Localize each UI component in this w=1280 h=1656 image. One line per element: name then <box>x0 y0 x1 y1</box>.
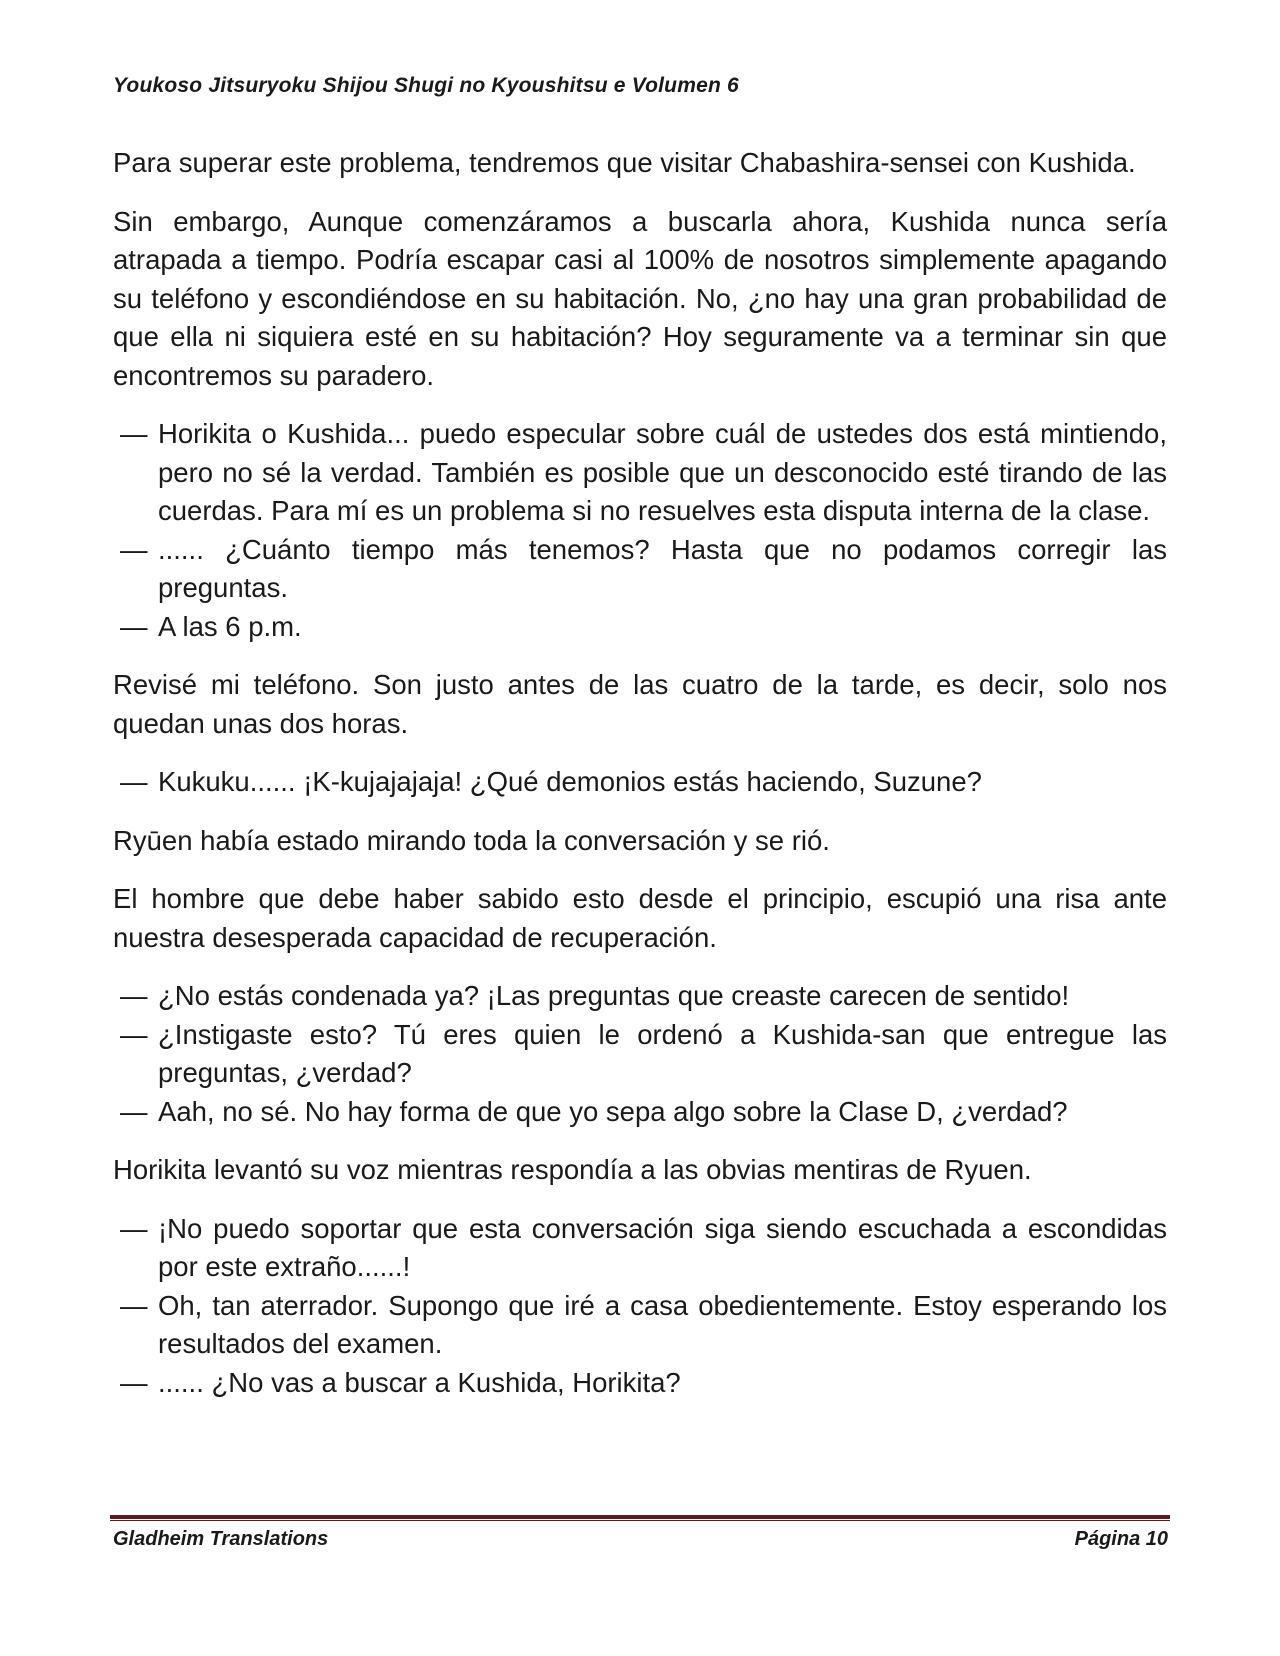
dialogue-text: Kukuku...... ¡K-kujajajaja! ¿Qué demonios estás haciendo, Suzune? <box>158 766 982 797</box>
page-body <box>113 144 1167 1422</box>
dialogue-line <box>113 763 1167 802</box>
dialogue-block <box>113 415 1167 646</box>
dialogue-dash: — <box>120 610 148 642</box>
dialogue-line <box>113 977 1167 1016</box>
dialogue-dash: — <box>120 980 148 1011</box>
dialogue-block <box>113 763 1167 802</box>
dialogue-text: ...... ¿Cuánto tiempo más tenemos? Hasta que no podamos corregir las preguntas. <box>158 533 1167 603</box>
footer-translator: Gladheim Translations <box>113 1528 329 1550</box>
dialogue-line <box>113 415 1167 531</box>
dialogue-text: Aah, no sé. No hay forma de que yo sepa algo sobre la Clase D, ¿verdad? <box>158 1095 1068 1127</box>
dialogue-block <box>113 1210 1167 1403</box>
dialogue-text: ¿No estás condenada ya? ¡Las preguntas que creaste carecen de sentido! <box>158 980 1070 1011</box>
dialogue-dash: — <box>120 1018 148 1050</box>
page-header: Youkoso Jitsuryoku Shijou Shugi no Kyoushitsu e Volumen 6 <box>113 74 739 97</box>
dialogue-line <box>113 531 1167 608</box>
paragraph: Para superar este problema, tendremos que visitar Chabashira-sensei con Kushida. <box>113 147 1136 178</box>
dialogue-line <box>113 1364 1167 1403</box>
dialogue-text: Oh, tan aterrador. Supongo que iré a casa obedientemente. Estoy esperando los resultados del examen. <box>158 1289 1167 1359</box>
footer-page-number: Página 10 <box>1074 1528 1168 1550</box>
dialogue-text: A las 6 p.m. <box>158 610 302 642</box>
dialogue-text: ¡No puedo soportar que esta conversación siga siendo escuchada a escondidas por este extraño......! <box>158 1212 1167 1282</box>
dialogue-dash: — <box>120 533 148 565</box>
dialogue-dash: — <box>120 1212 148 1244</box>
footer-divider <box>110 1515 1170 1521</box>
dialogue-line <box>113 608 1167 647</box>
dialogue-block <box>113 977 1167 1131</box>
dialogue-text: ...... ¿No vas a buscar a Kushida, Horikita? <box>158 1366 681 1398</box>
dialogue-dash: — <box>120 1366 148 1398</box>
dialogue-dash: — <box>120 766 148 797</box>
dialogue-dash: — <box>120 1095 148 1127</box>
paragraph: Ryūen había estado mirando toda la conversación y se rió. <box>113 824 830 856</box>
paragraph: Revisé mi teléfono. Son justo antes de las cuatro de la tarde, es decir, solo nos quedan unas dos horas. <box>113 669 1167 739</box>
dialogue-dash: — <box>120 418 148 449</box>
paragraph: Sin embargo, Aunque comenzáramos a buscarla ahora, Kushida nunca sería atrapada a tiempo. Podría escapar casi al 100% de nosotros simplemente apagando su teléfono y escondiéndose en su habitación. No, ¿no hay una gran probabilidad de que ella ni siquiera esté en su habitación? Hoy seguramente va a terminar sin que encontremos su paradero. <box>113 205 1167 391</box>
dialogue-text: Horikita o Kushida... puedo especular sobre cuál de ustedes dos está mintiendo, pero no sé la verdad. También es posible que un desconocido esté tirando de las cuerdas. Para mí es un problema si no resuelves esta disputa interna de la clase. <box>158 418 1167 526</box>
dialogue-line <box>113 1093 1167 1132</box>
paragraph: Horikita levantó su voz mientras respondía a las obvias mentiras de Ryuen. <box>113 1154 1032 1185</box>
dialogue-line <box>113 1287 1167 1364</box>
dialogue-dash: — <box>120 1289 148 1321</box>
dialogue-text: ¿Instigaste esto? Tú eres quien le ordenó a Kushida-san que entregue las preguntas, ¿verdad? <box>158 1018 1167 1088</box>
paragraph: El hombre que debe haber sabido esto desde el principio, escupió una risa ante nuestra desesperada capacidad de recuperación. <box>113 883 1167 953</box>
dialogue-line <box>113 1016 1167 1093</box>
dialogue-line <box>113 1210 1167 1287</box>
